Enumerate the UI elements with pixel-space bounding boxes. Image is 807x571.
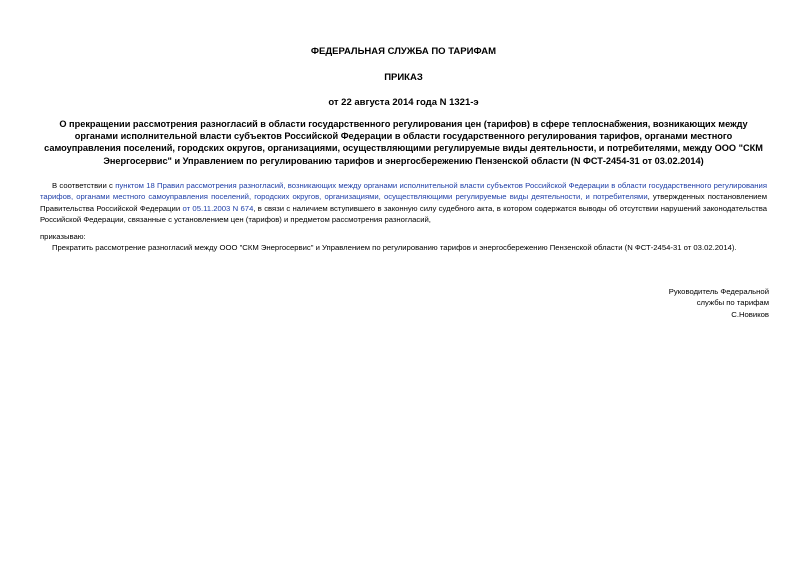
document-date: от 22 августа 2014 года N 1321-э <box>328 97 479 108</box>
document-type: ПРИКАЗ <box>384 72 423 83</box>
body-text-2: , утвержденных постановлением Правительства Российской Федерации <box>40 192 767 213</box>
body-text-3: , в связи с наличием вступившего в законную силу судебного акта, в котором содержатся выводы об отсутствии нарушений законодательства Российской Федерации, связанные с установлением цен (тарифов) и предметом рассмотрения разногласий, <box>40 203 767 224</box>
body-text-1: В соответствии с <box>52 181 116 190</box>
signature-position-line2: службы по тарифам <box>696 298 769 308</box>
agency-title: ФЕДЕРАЛЬНАЯ СЛУЖБА ПО ТАРИФАМ <box>310 46 497 57</box>
ordering-word: приказываю: <box>40 232 86 241</box>
rules-link[interactable]: пунктом 18 Правил рассмотрения разногласий, возникающих между органами исполнительной власти субъектов Российской Федерации в области государственного регулирования тарифов, органами местного самоуправления поселений, городских округов, организациями, осуществляющими регулируемые виды деятельности, и потребителями <box>40 181 767 202</box>
signature-position-line1: Руководитель Федеральной <box>668 287 769 296</box>
signature-name: С.Новиков <box>731 309 769 319</box>
order-item: Прекратить рассмотрение разногласий между ООО "СКМ Энергосервис" и Управлением по регулированию тарифов и энергосбережению Пензенской области (N ФСТ-2454-31 от 03.02.2014). <box>52 243 737 252</box>
body-paragraph <box>40 180 767 225</box>
signature-block <box>669 286 769 320</box>
document-subject: О прекращении рассмотрения разногласий в области государственного регулирования цен (тарифов) в сфере теплоснабжения, возникающих между органами исполнительной власти субъектов Российской Федерации в области государственного регулирования тарифов, органами местного самоуправления поселений, городских округов, организациями, осуществляющими регулируемые виды деятельности, и потребителями, между ООО "СКМ Энергосервис" и Управлением по регулированию тарифов и энергосбережению Пензенской области (N ФСТ-2454-31 от 03.02.2014) <box>44 119 763 166</box>
decree-link[interactable]: от 05.11.2003 N 674 <box>182 203 254 213</box>
